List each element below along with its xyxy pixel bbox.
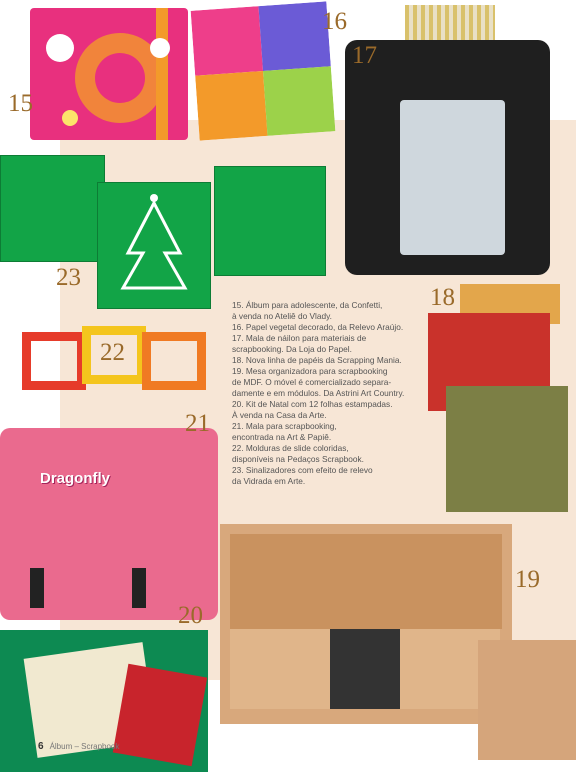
stencil-3 (214, 166, 326, 276)
decorated-paper-photo (191, 1, 336, 140)
caption-line: À venda na Casa da Arte. (232, 410, 327, 420)
caption-line: de MDF. O móvel é comercializado separa- (232, 377, 392, 387)
caption-line: 17. Mala de náilon para materiais de (232, 333, 367, 343)
nylon-bag-photo (345, 40, 550, 275)
christmas-tree-icon (98, 183, 210, 308)
label-19: 19 (515, 566, 540, 593)
stencil-1 (0, 155, 105, 262)
floral-pattern (30, 8, 188, 140)
bag-strap-left (30, 568, 44, 608)
caption-line: 23. Sinalizadores com efeito de relevo (232, 465, 373, 475)
label-23: 23 (56, 264, 81, 291)
bag-brand: Dragonfly (40, 470, 111, 487)
teen-album-photo (30, 8, 188, 140)
label-15: 15 (8, 90, 33, 117)
slide-frame-red (22, 332, 86, 390)
label-22: 22 (100, 339, 125, 366)
slide-frame-orange (142, 332, 206, 390)
caption-line: 22. Molduras de slide coloridas, (232, 443, 349, 453)
bag-inner-pockets (400, 100, 505, 255)
label-18: 18 (430, 284, 455, 311)
label-16: 16 (322, 8, 347, 35)
caption-line: disponíveis na Pedaços Scrapbook. (232, 454, 364, 464)
footer (38, 741, 119, 752)
side-organizer-photo (478, 640, 576, 760)
footer-text: Álbum – Scrapbook (49, 742, 120, 751)
label-21: 21 (185, 410, 210, 437)
caption-line: 16. Papel vegetal decorado, da Relevo Araújo. (232, 322, 404, 332)
caption-line: damente e em módulos. Da Astrini Art Country. (232, 388, 405, 398)
mdf-organizer-photo (220, 524, 512, 724)
caption-line: 20. Kit de Natal com 12 folhas estampadas. (232, 399, 393, 409)
caption-line: 18. Nova linha de papéis da Scrapping Mania. (232, 355, 402, 365)
caption-line: 21. Mala para scrapbooking, (232, 421, 337, 431)
caption-line: scrapbooking. Da Loja do Papel. (232, 344, 352, 354)
caption-line: encontrada na Art & Papiê. (232, 432, 332, 442)
label-17: 17 (352, 42, 377, 69)
paper-sheet-green (446, 386, 568, 512)
captions (232, 300, 427, 487)
stencil-2 (97, 182, 211, 309)
caption-line: 19. Mesa organizadora para scrapbooking (232, 366, 388, 376)
pink-bag-photo (0, 428, 218, 620)
kit-sheet-red (113, 664, 207, 767)
caption-line: 15. Álbum para adolescente, da Confetti, (232, 300, 383, 310)
organizer-cubbies (220, 524, 512, 724)
label-20: 20 (178, 602, 203, 629)
bag-strap-right (132, 568, 146, 608)
page-number: 6 (38, 741, 44, 752)
caption-line: à venda no Ateliê do Vlady. (232, 311, 332, 321)
caption-line: da Vidrada em Arte. (232, 476, 306, 486)
pencils (405, 5, 495, 40)
